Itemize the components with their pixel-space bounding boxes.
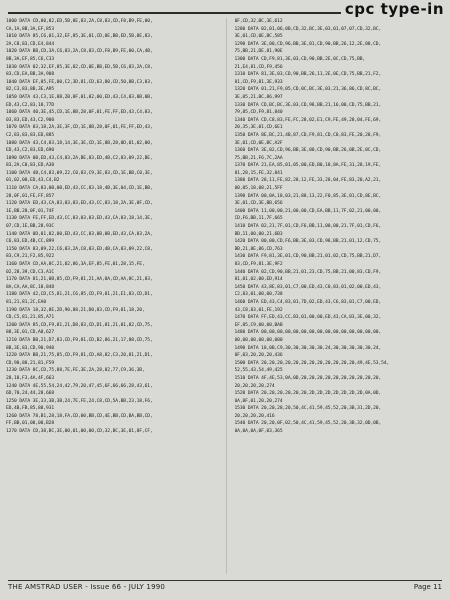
listing-line: 1370 DATA 21,EA,85,01,05,00,ED,B0,18,8A,FE,31,28,19,FE, xyxy=(234,163,382,169)
listing-line: 20,20,20,20,274 xyxy=(234,383,275,389)
listing-line: CD,C5,81,21,85,A71 xyxy=(6,315,54,321)
listing-line: 0F,CD,32,BC,3E,612 xyxy=(234,19,283,24)
listing-line: 88,3E,01,CD,A0,627 xyxy=(6,330,54,336)
header-rule xyxy=(8,12,380,14)
listing-line: 1440 DATA 02,CD,90,BB,21,01,23,CD,75,BB,21,00,83,CD,F9, xyxy=(234,269,382,275)
listing-line: 83,CD,F9,81,3E,9F2 xyxy=(234,262,283,267)
listing-line: 1320 DATA 01,21,F9,05,CD,0C,BC,3E,03,21,36,86,CD,8C,BC, xyxy=(234,87,382,93)
listing-line: 1400 DATA 11,00,00,21,00,00,CD,EA,BB,11,7F,02,21,00,00, xyxy=(234,208,382,214)
listing-columns xyxy=(6,18,446,574)
listing-line: 1170 DATA 81,21,0B,85,CD,F9,81,21,AA,8A,CD,AA,8C,21,83, xyxy=(6,277,153,283)
listing-line: 1100 DATA 4B,C4,83,09,22,C0,83,C9,3E,83,CD,1E,BB,C0,3E, xyxy=(6,170,153,176)
listing-line: 1110 DATA CA,83,0B,0B,ED,43,CC,83,18,4B,3E,04,CD,1E,BB, xyxy=(6,186,153,192)
listing-line: 1070 DATA 83,18,2A,3E,3F,CD,1E,8B,28,0F,01,FE,FF,ED,43, xyxy=(6,125,153,131)
listing-line: 1390 DATA 00,0A,18,03,21,88,13,22,F0,85,3E,01,CD,8E,BC, xyxy=(234,193,382,199)
listing-line: 1020 DATA BB,CD,3A,C6,83,2A,C8,83,CD,F8,B9,FE,00,CA,4B, xyxy=(6,49,153,55)
listing-line: 1090 DATA 0B,ED,43,C4,83,2A,BE,83,ED,4B,C2,83,09,22,BE, xyxy=(6,155,153,161)
listing-line: 1250 DATA 3E,33,3B,3B,24,7E,FE,24,C8,CD,5A,BB,23,18,F6, xyxy=(6,398,153,404)
listing-line: CD,90,88,21,81,F59 xyxy=(6,360,54,366)
listing-line: C2,83,01,00,00,738 xyxy=(234,292,283,298)
listing-line: 6D,70,24,44,28,668 xyxy=(6,391,54,397)
listing-line: 81,21,81,2C,EA0 xyxy=(6,299,46,305)
listing-line: 75,BB,21,DE,81,90E xyxy=(234,49,283,55)
listing-line: 1470 DATA FF,ED,43,CC,83,01,00,00,ED,43,CA,83,3E,00,32, xyxy=(234,315,382,321)
section-title: cpc type-in xyxy=(341,0,444,18)
listing-line: 1230 DATA 8C,CD,75,88,7E,FE,3E,2A,28,82,77,C9,36,3B, xyxy=(6,368,145,374)
listing-line: 1040 DATA EF,85,FE,00,C2,3D,81,CD,63,80,CD,50,8B,C3,83, xyxy=(6,79,153,85)
listing-line: 1330 DATA CD,BC,BC,3E,03,CD,98,BB,21,16,08,CD,75,BB,21, xyxy=(234,102,382,108)
listing-line: 1010 DATA 85,C6,01,32,EF,85,3E,01,CD,0E,BB,ED,5B,8E,83, xyxy=(6,34,153,40)
listing-column-left xyxy=(6,18,218,574)
listing-line: EF,85,C9,00,00,BAB xyxy=(234,322,283,328)
listing-line: 1220 DATA BB,21,75,85,CD,F9,81,CD,A8,82,C3,20,81,21,D1, xyxy=(6,353,153,359)
listing-line: 1510 DATA 4F,4E,53,0A,0D,20,20,20,20,20,20,20,20,20,20, xyxy=(234,375,382,381)
listing-line: 20,20,20,20,416 xyxy=(234,413,275,419)
listing-line: 07,CD,1E,BB,28,93C xyxy=(6,224,54,230)
column-divider xyxy=(226,18,227,574)
listing-line: ED,4B,FB,85,88,931 xyxy=(6,406,54,412)
listing-column-right xyxy=(235,18,447,574)
listing-line: 1480 DATA 00,00,00,00,00,00,00,00,00,00,00,00,00,00,00, xyxy=(234,330,382,336)
listing-line: 0A,0F,01,20,20,274 xyxy=(234,398,283,404)
listing-line: 1050 DATA 43,C3,1E,8B,2B,8F,01,82,00,ED,43,C4,83,8B,0B, xyxy=(6,94,153,100)
page-footer xyxy=(0,580,450,594)
listing-line: 1540 DATA 20,20,0F,02,50,4C,41,59,45,52,20,3B,32,0D,0B, xyxy=(234,421,382,427)
listing-line: 1500 DATA 20,20,20,20,20,20,20,20,20,20,20,20,49,4E,53,54, xyxy=(234,360,390,366)
listing-line: 1300 DATA CD,F9,81,3E,03,CD,90,BB,2E,0C,CD,75,BB, xyxy=(234,56,366,62)
listing-line: 1310 DATA 81,3E,03,CD,90,BB,26,11,2E,0E,CD,75,BB,21,F2, xyxy=(234,72,382,78)
listing-line: 52,55,43,54,49,425 xyxy=(234,368,283,374)
listing-line: 1410 DATA 02,21,7F,01,CD,F6,BB,11,00,00,21,7F,01,CD,F6, xyxy=(234,224,382,230)
listing-line: 1450 DATA 43,8E,83,01,C7,00,ED,43,C0,83,01,02,00,ED,43, xyxy=(234,284,382,290)
listing-line: 1360 DATA 3E,02,CD,96,BB,3E,00,CD,90,BB,26,0B,2E,0C,CD, xyxy=(234,148,382,154)
listing-line: 00,05,18,08,21,5FF xyxy=(234,186,283,192)
listing-line: 21,E4,81,CD,F9,456 xyxy=(234,64,283,70)
listing-line: 01,02,00,ED,43,C4,B2 xyxy=(6,178,60,184)
listing-line: 1520 DATA 20,20,20,20,20,20,2D,2D,2D,2D,2D,2D,2D,0A,0D, xyxy=(234,391,382,397)
listing-line: 1150 DATA 83,09,22,C6,83,2A,C8,83,ED,4B,CA,83,09,22,C8, xyxy=(6,246,153,252)
listing-line: BB,21,8E,86,CD,763 xyxy=(234,246,283,252)
listing-line: 1380 DATA 28,11,FE,82,28,12,FE,33,28,04,FE,83,20,A2,21, xyxy=(234,178,382,184)
listing-line: 1060 DATA 40,3E,45,CD,1E,8B,28,0F,01,FE,FF,ED,43,C4,83, xyxy=(6,110,153,116)
listing-line: 1190 DATA 18,32,8E,2D,90,88,21,D0,83,CD,F9,81,18,20, xyxy=(6,307,145,313)
listing-line: 3E,05,21,BC,86,997 xyxy=(234,94,283,100)
listing-line: CD,F6,BB,11,7F,665 xyxy=(234,216,283,222)
listing-line: 1030 DATA 02,32,EF,85,3E,02,CD,0E,BB,ED,5B,C6,83,2A,C8, xyxy=(6,64,153,70)
listing-line: 8B,3A,EF,85,C6,C33 xyxy=(6,56,54,62)
page-number: Page 11 xyxy=(413,583,442,591)
listing-line: 83,C9,21,F2,85,922 xyxy=(6,254,54,260)
listing-line: 1490 DATA 18,0B,C9,30,30,30,30,30,24,30,30,30,30,30,24, xyxy=(234,345,382,351)
listing-line: 1140 DATA 0D,01,02,00,ED,43,CC,83,0B,0B,ED,43,CA,83,2A, xyxy=(6,231,153,237)
listing-line: 8A,CA,AA,8C,18,848 xyxy=(6,284,54,290)
listing-line: 1130 DATA FE,FF,ED,43,CC,83,03,83,ED,43,CA,83,18,14,3E, xyxy=(6,216,153,222)
listing-line: C2,83,83,83,ED,885 xyxy=(6,132,54,138)
listing-line: 1290 DATA 3E,00,CD,96,BB,3E,01,CD,90,BB,26,12,2E,08,CD, xyxy=(234,41,382,47)
listing-line: 3E,01,CD,0E,BC,585 xyxy=(234,34,283,40)
listing-line: 81,CD,F9,81,3E,933 xyxy=(234,79,283,85)
listing-line: 1280 DATA 02,01,06,0B,CD,32,BC,3E,03,01,07,07,CD,32,BC, xyxy=(234,26,382,32)
listing-line: 75,BB,21,F6,7C,2AA xyxy=(234,155,283,161)
listing-line: 1120 DATA ED,43,CA,83,03,83,ED,43,CC,83,18,2A,3E,0F,CD, xyxy=(6,201,153,207)
listing-line: 1180 DATA 42,CD,C5,81,21,C6,85,CD,F9,81,21,E1,83,CD,D1, xyxy=(6,292,153,298)
listing-line: 1210 DATA BB,21,D7,83,CD,F9,81,CD,B2,86,21,17,88,CD,75, xyxy=(6,337,153,343)
listing-line: 1350 DATA 8E,BC,21,4B,87,CD,F9,81,CD,C8,83,FE,20,28,F9, xyxy=(234,132,382,138)
listing-line: 28,0F,01,FE,FF,857 xyxy=(6,193,54,199)
listing-line: 1260 DATA 78,B1,28,18,FA,CD,00,BB,CD,4E,BB,CD,BA,BB,CD, xyxy=(6,413,153,419)
listing-line: C6,83,ED,4B,CC,899 xyxy=(6,239,54,245)
listing-line: 1000 DATA CD,80,82,ED,5B,8E,83,2A,C8,83,CD,F8,B9,FE,00, xyxy=(6,19,153,24)
listing-line: ED,43,C2,83,ED,690 xyxy=(6,148,54,154)
listing-line: 1530 DATA 20,20,28,20,50,4C,41,59,45,52,20,3B,31,2D,20, xyxy=(234,406,382,412)
listing-line: 8B,3E,83,CD,90,940 xyxy=(6,345,54,351)
listing-line: 81,28,15,FE,32,841 xyxy=(234,170,283,176)
listing-line: CA,1A,8B,3A,EF,853 xyxy=(6,26,54,32)
footer-rule xyxy=(8,580,442,581)
listing-line: 43,C8,83,01,FE,192 xyxy=(234,307,283,313)
listing-line: 81,01,02,00,ED,914 xyxy=(234,277,283,283)
listing-line: 28,18,F3,4A,4F,663 xyxy=(6,375,54,381)
listing-line: 1160 DATA CD,AA,8C,21,02,86,3A,EF,85,FE,01,28,15,FE, xyxy=(6,262,145,267)
listing-line: 82,C3,83,8B,3E,A95 xyxy=(6,87,54,93)
listing-line: BB,11,00,00,21,6B3 xyxy=(234,231,283,237)
listing-line: FF,BB,01,00,00,B28 xyxy=(6,421,54,427)
listing-line: 03,83,ED,43,C2,900 xyxy=(6,117,54,123)
listing-line: 2A,C8,83,CD,E4,844 xyxy=(6,41,54,47)
listing-line: 0A,0A,0A,0F,03,365 xyxy=(234,429,283,435)
listing-line: 1430 DATA F9,81,3E,01,CD,90,BB,21,01,02,CD,75,BB,21,D7, xyxy=(234,254,382,260)
listing-line: ED,43,C2,83,18,77D xyxy=(6,102,54,108)
listing-line: 00,00,00,00,00,000 xyxy=(234,337,283,343)
publication-info: THE AMSTRAD USER - Issue 66 - JULY 1990 xyxy=(8,583,166,591)
listing-line: 1420 DATA 00,00,CD,F6,BB,3E,03,CD,98,BB,21,01,12,CD,75, xyxy=(234,239,382,245)
listing-line: 0F,03,20,20,20,436 xyxy=(234,353,283,359)
listing-line: 1240 DATA 4E,55,54,24,42,79,20,47,45,6F,66,66,28,43,61, xyxy=(6,383,153,389)
listing-line: 1200 DATA 85,CD,F9,81,21,D8,83,CD,D1,81,21,01,82,CD,75, xyxy=(6,322,153,328)
listing-line: 1080 DATA 43,C4,83,18,14,3E,3E,CD,1E,8B,28,0D,01,02,00, xyxy=(6,140,153,146)
listing-line: 3E,01,CD,0E,BC,A2F xyxy=(234,140,283,146)
listing-line: 20,35,3E,01,CD,6E1 xyxy=(234,125,283,131)
listing-line: 3E,01,CD,3E,BB,656 xyxy=(234,201,283,207)
listing-line: 79,85,CD,F9,81,840 xyxy=(234,110,283,116)
listing-line: 1270 DATA CD,38,BC,3E,00,01,00,00,CD,32,BC,3E,01,8F,CF, xyxy=(6,429,153,435)
listing-line: 02,28,39,CD,C3,A1C xyxy=(6,269,54,275)
listing-line: 1E,BB,28,0F,01,74F xyxy=(6,208,54,214)
listing-line: 83,2A,C0,83,ED,A30 xyxy=(6,163,54,169)
listing-line: 1340 DATA CD,C8,83,FE,FC,28,02,E1,C9,FE,49,28,04,FE,69, xyxy=(234,117,382,123)
listing-line: 1460 DATA ED,43,C4,83,01,7D,02,ED,43,C6,83,01,C7,00,ED, xyxy=(234,299,382,305)
listing-line: 83,CD,EA,BB,3A,908 xyxy=(6,72,54,78)
